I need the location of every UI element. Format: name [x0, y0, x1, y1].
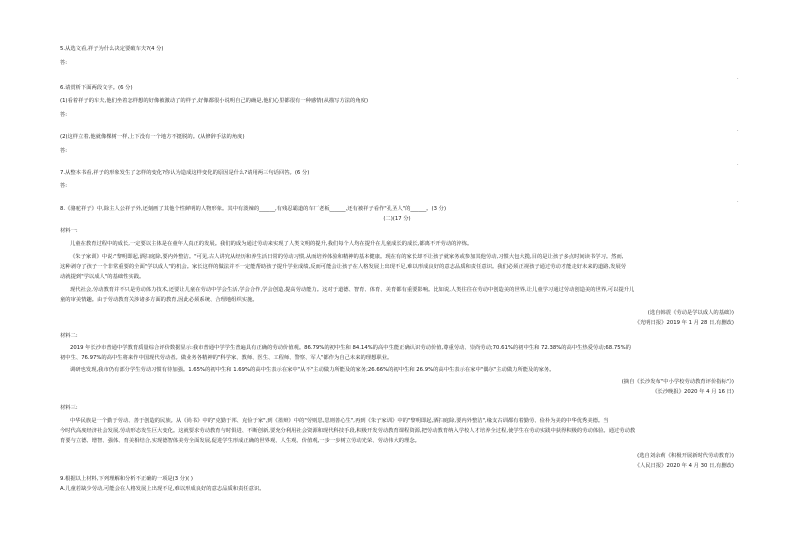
paragraph: 调研也发现,我市仍有部分学生劳动习惯有待加强。1.65%的初中生和 1.69%的高中生表示在家中"从不"主动做力所能及的家务;26.66%的初中生和 26.9%的高中生表示在家中"偶尔"主动做力所能及的家务。: [70, 367, 555, 373]
section-title: (二)(17 分): [383, 216, 411, 222]
question-8: 8.《骆驼祥子》中,除主人公祥子外,还刻画了其他个性鲜明的人物形象。其中有泼辣的______,有残忍霸道的车厂老板______,还有被祥子看作"孔圣人"的______。(3 分): [60, 206, 447, 212]
material-2-label: 材料二:: [60, 333, 78, 339]
paragraph: 中华民族是一个勤于劳动、善于创造的民族。从《尚书》中的"克勤于邦、克俭于家",到《墨辩》中的"劳则思,思则善心生",再到《朱子家训》中的"黎明即起,洒扫庭除,要内外整洁",缘支古训都有着勤劳、俭朴为美的中华优秀美德。当: [70, 418, 609, 424]
paragraph-line: 今时代高度经济社会发展,劳动形态发生巨大变化。这就要求劳动教育与时俱进、不断创新,要充分利用社会资源和现代科技手段,积极开发劳动教育课程资源,把劳动教育纳入学校人才培养全过程,使学生在劳动实践中获得积极的劳动体验。通过劳动教: [60, 428, 636, 434]
paragraph: 现代社会,劳动教育并不只是劳动体力技术,还要让儿童在劳动中学会生活,学会合作,学会创造,提高劳动能力。这对于道德、智育、体育、美育都有重要影响。比如说,人类往往在劳动中创造美的世界,让儿童学习通过劳动创造美的世界,可以提升儿: [70, 287, 635, 293]
source-citation: (选自韩震《劳动是学以成人的基础》): [647, 310, 734, 316]
answer-label: 答:: [60, 112, 68, 118]
source-citation: 《长沙晚报》2020 年 4 月 16 日): [652, 389, 734, 395]
paragraph-line: 育要与立德、增智、强体、育美相结合,实现德智体美劳全面发展,促进学生形成正确的世界观、人生观、价值观,一步一步树立劳动光荣、劳动伟大的理念。: [60, 438, 420, 444]
question-9: 9.根据以上材料,下列理解和分析不正确的一项是(3 分)( ): [60, 476, 193, 482]
question-6: 6.请赏析下面两段文字。(6 分): [60, 85, 133, 91]
margin-mark: .: [737, 161, 739, 167]
paragraph-line: 这种剥夺了孩子一个非常重要的全面"学以成人"的机会。家长这样的做法并不一定能帮助孩子提升学业成绩,反而可能会让孩子在人格发展上出现不足,难以形成良好的意志品质和责任意识。我们必须正视孩子通过劳动才能走好未来的道路,发展劳: [60, 264, 627, 270]
margin-mark: .: [737, 198, 739, 204]
material-3-label: 材料三:: [60, 405, 78, 411]
margin-mark: .: [737, 75, 739, 81]
paragraph-line: 动就提到"学以成人"的基础性实践。: [60, 274, 145, 280]
source-citation: 《光明日报》2019 年 1 月 28 日,有删改): [634, 320, 734, 326]
question-6-item-2: (2)这样立着,他就像棵树一样,上下没有一个地方不挺脱的。(从修辞手法的角度): [60, 134, 245, 140]
option-a: A.儿童若缺少劳动,可能会在人格发展上出现不足,难以形成良好的意志品质和责任意识。: [60, 486, 265, 492]
answer-label: 答:: [60, 60, 68, 66]
question-5: 5.从选文看,祥子为什么决定要破车夫?(4 分): [60, 46, 164, 52]
paragraph: 2019 年长沙市普通中学教育质量综合评价数据显示:我市普通中学学生普遍具有正确的劳动价值观。86.79%的初中生和 84.14%的高中生能正确认识劳动价值,尊重劳动、崇尚劳动;70.61%的初中生和 72.38%的高中生热爱劳动;68.75%的: [70, 345, 631, 351]
material-1-label: 材料一:: [60, 228, 78, 234]
margin-mark: .: [737, 127, 739, 133]
answer-label: 答:: [60, 183, 68, 189]
question-6-item-1: (1)看着祥子的车夫,他们坐着怎样想的好像被激动了的样子,好像都很小说明自己的确是,他们心里都很有一种感情(从描写方法的角度): [60, 98, 369, 104]
paragraph-line: 童的审美情趣。由于劳动教育关涉诸多方面的教育,因此必须系统、合理地组织实施。: [60, 297, 258, 303]
source-citation: (选自刘余莉《积极开展新时代劳动教育》): [637, 453, 734, 459]
paragraph: 《朱子家训》中说:"黎明即起,洒扫庭除,要内外整洁。"可见,古人讲究从经历和养生活日常的劳动习惯,从而培养体验和精神的基本健康。现在有的家长却不让孩子就家务或参加其他劳动,习惯大包大揽,目的是让孩子多点时间读书学习。然而,: [70, 254, 624, 260]
paragraph-line: 初中生、76.97%的高中生将来作中国现代劳动者。做业务各精神的"科学家、教师、医生、工程师、警察、军人"都作为自己未来的理想职业。: [60, 355, 393, 361]
answer-label: 答:: [60, 148, 68, 154]
question-7: 7.从整本书看,祥子的形象发生了怎样的变化?你认为造成这样变化的原因是什么?请用两三句话回答。(6 分): [60, 170, 310, 176]
source-citation: 《人民日报》2020 年 4 月 30 日,有删改): [634, 463, 734, 469]
paragraph: 儿童在教育过程中的成长,一定要以主体是在童年人真正的发展。我们的成为通过劳动来实现了人类文明的提升,我们每个人均在提升在儿童成长的成长,都离不开劳动的淬炼。: [70, 241, 473, 247]
source-citation: (摘自《长沙发布"中小学校劳动教育评价指标"》): [621, 379, 734, 385]
